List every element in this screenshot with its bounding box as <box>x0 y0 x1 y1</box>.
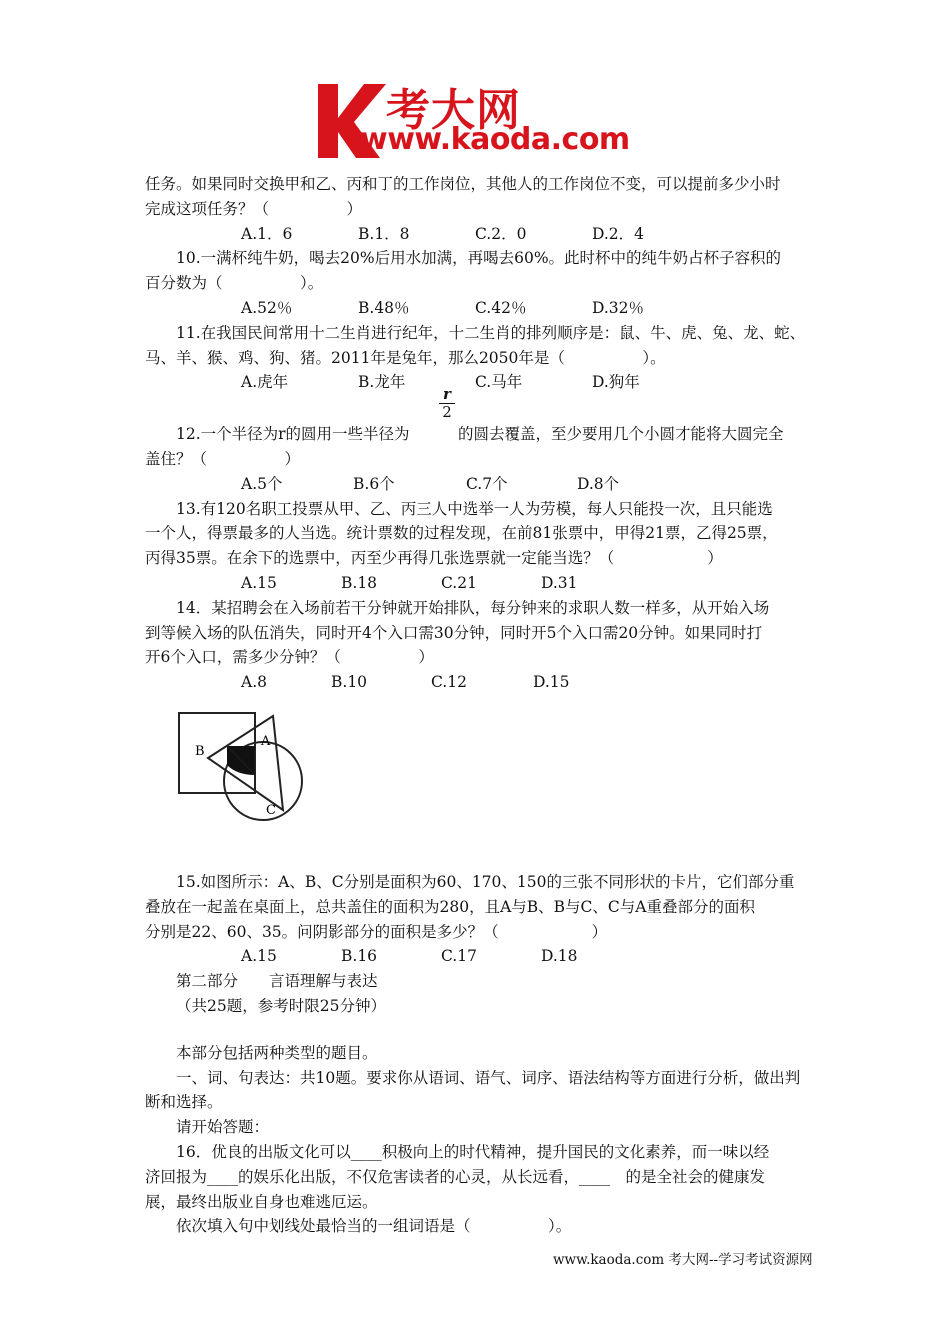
q11-option-d: D.狗年 <box>592 373 640 392</box>
q10-line1: 10.一满杯纯牛奶，喝去20%后用水加满，再喝去60%。此时杯中的纯牛奶占杯子容积的 <box>176 249 782 268</box>
q14-line3: 开6个入口，需多少分钟？（ ） <box>145 648 434 667</box>
fraction-numerator: r <box>439 386 455 404</box>
q14-line1: 14．某招聘会在入场前若干分钟就开始排队，每分钟来的求职人数一样多，从开始入场 <box>176 598 770 617</box>
label-b: B <box>195 743 205 759</box>
fraction-denominator: 2 <box>442 403 452 422</box>
q12-line1 <box>145 385 810 447</box>
q15-option-b: B.16 <box>341 947 378 966</box>
q13-option-c: C.21 <box>441 573 477 592</box>
q12-option-a: A.5个 <box>241 474 283 493</box>
q15-line2: 叠放在一起盖在桌面上，总共盖住的面积为280，且A与B、B与C、C与A重叠部分的面积 <box>145 897 755 916</box>
q9-option-b: B.1．8 <box>358 224 410 243</box>
q14-option-a: A.8 <box>241 673 267 692</box>
q9-line1: 任务。如果同时交换甲和乙、丙和丁的工作岗位，其他人的工作岗位不变，可以提前多少小时 <box>145 175 781 193</box>
q11-line1: 11.在我国民间常用十二生肖进行纪年，十二生肖的排列顺序是：鼠、牛、虎、兔、龙、蛇、 <box>176 323 806 342</box>
q10-line2: 百分数为（ ）。 <box>145 274 324 293</box>
page-footer: www.kaoda.com 考大网--学习考试资源网 <box>553 1252 813 1268</box>
venn-shapes-diagram <box>175 703 310 831</box>
q10-option-c: C.42％ <box>475 298 527 317</box>
q12-options <box>145 472 810 497</box>
part2-title: 第二部分 言语理解与表达 <box>176 972 378 991</box>
part2-type1-line1: 一、词、句表达：共10题。要求你从语词、语气、词序、语法结构等方面进行分析，做出判 <box>176 1068 801 1087</box>
q14-line2: 到等候入场的队伍消失，同时开4个入口需30分钟，同时开5个入口需20分钟。如果同时打 <box>145 623 763 642</box>
q13-option-d: D.31 <box>541 573 578 592</box>
q11-option-b: B.龙年 <box>358 373 406 392</box>
q15-option-a: A.15 <box>241 947 277 966</box>
q11-line2: 马、羊、猴、鸡、狗、猪。2011年是兔年，那么2050年是（ ）。 <box>145 348 666 367</box>
q11-options <box>145 370 810 395</box>
document-body <box>145 172 810 1239</box>
q12-option-b: B.6个 <box>353 474 395 493</box>
part2-subtitle: （共25题，参考时限25分钟） <box>176 996 386 1015</box>
logo-url-text: www.kaoda.com <box>360 122 630 157</box>
q12-line2: 盖住？（ ） <box>145 449 301 468</box>
q9-option-c: C.2．0 <box>475 224 527 243</box>
q15-option-d: D.18 <box>541 947 578 966</box>
fraction-r-over-2 <box>439 386 455 420</box>
q11-option-a: A.虎年 <box>241 373 289 392</box>
q13-options <box>145 571 810 596</box>
q10-option-b: B.48％ <box>358 298 410 317</box>
q12-text-pre: 12.一个半径为r的圆用一些半径为 <box>176 425 410 444</box>
q15-line3: 分别是22、60、35。问阴影部分的面积是多少？（ ） <box>145 922 608 941</box>
q9-options <box>145 222 810 247</box>
q16-line2: 济回报为____的娱乐化出版，不仅危害读者的心灵，从长远看，____ 的是全社会的健康发 <box>145 1167 766 1186</box>
q10-options <box>145 296 810 321</box>
q9-line2: 完成这项任务？（ ） <box>145 199 363 218</box>
q16-line3: 展，最终出版业自身也难逃厄运。 <box>145 1192 378 1211</box>
q12-option-c: C.7个 <box>466 474 508 493</box>
q15-line1: 15.如图所示：A、B、C分别是面积为60、170、150的三张不同形状的卡片，它们部分重 <box>176 872 795 891</box>
q14-option-d: D.15 <box>533 673 570 692</box>
q11-option-c: C.马年 <box>475 373 523 392</box>
logo-chinese-text: 考大网 <box>386 85 521 136</box>
q13-line1: 13.有120名职工投票从甲、乙、丙三人中选举一人为劳模，每人只能投一次，且只能选 <box>176 499 773 518</box>
q9-option-d: D.2．4 <box>592 224 645 243</box>
q16-line1: 16．优良的出版文化可以____积极向上的时代精神，提升国民的文化素养，而一味以经 <box>176 1142 770 1161</box>
q10-option-a: A.52％ <box>241 298 293 317</box>
q14-options <box>145 670 810 695</box>
q12-text-post: 的圆去覆盖，至少要用几个小圆才能将大圆完全 <box>458 425 784 444</box>
overlap-figure <box>145 703 810 843</box>
label-a: A <box>261 733 271 749</box>
q12-option-d: D.8个 <box>577 474 620 493</box>
q13-line3: 丙得35票。在余下的选票中，丙至少再得几张选票就一定能当选？（ ） <box>145 549 723 568</box>
q10-option-d: D.32％ <box>592 298 645 317</box>
q9-option-a: A.1．6 <box>241 224 293 243</box>
q14-option-c: C.12 <box>431 673 467 692</box>
q16-prompt: 依次填入句中划线处最恰当的一组词语是（ ）。 <box>176 1217 572 1236</box>
kaoda-logo[interactable] <box>316 78 646 160</box>
part2-intro: 本部分包括两种类型的题目。 <box>176 1043 378 1062</box>
q14-option-b: B.10 <box>331 673 368 692</box>
q13-line2: 一个人，得票最多的人当选。统计票数的过程发现，在前81张票中，甲得21票，乙得25票， <box>145 524 778 543</box>
q13-option-b: B.18 <box>341 573 378 592</box>
q13-option-a: A.15 <box>241 573 277 592</box>
q15-options <box>145 944 810 969</box>
label-c: C <box>266 802 276 818</box>
part2-start: 请开始答题： <box>176 1118 270 1137</box>
part2-type1-line2: 断和选择。 <box>145 1093 223 1112</box>
q15-option-c: C.17 <box>441 947 477 966</box>
